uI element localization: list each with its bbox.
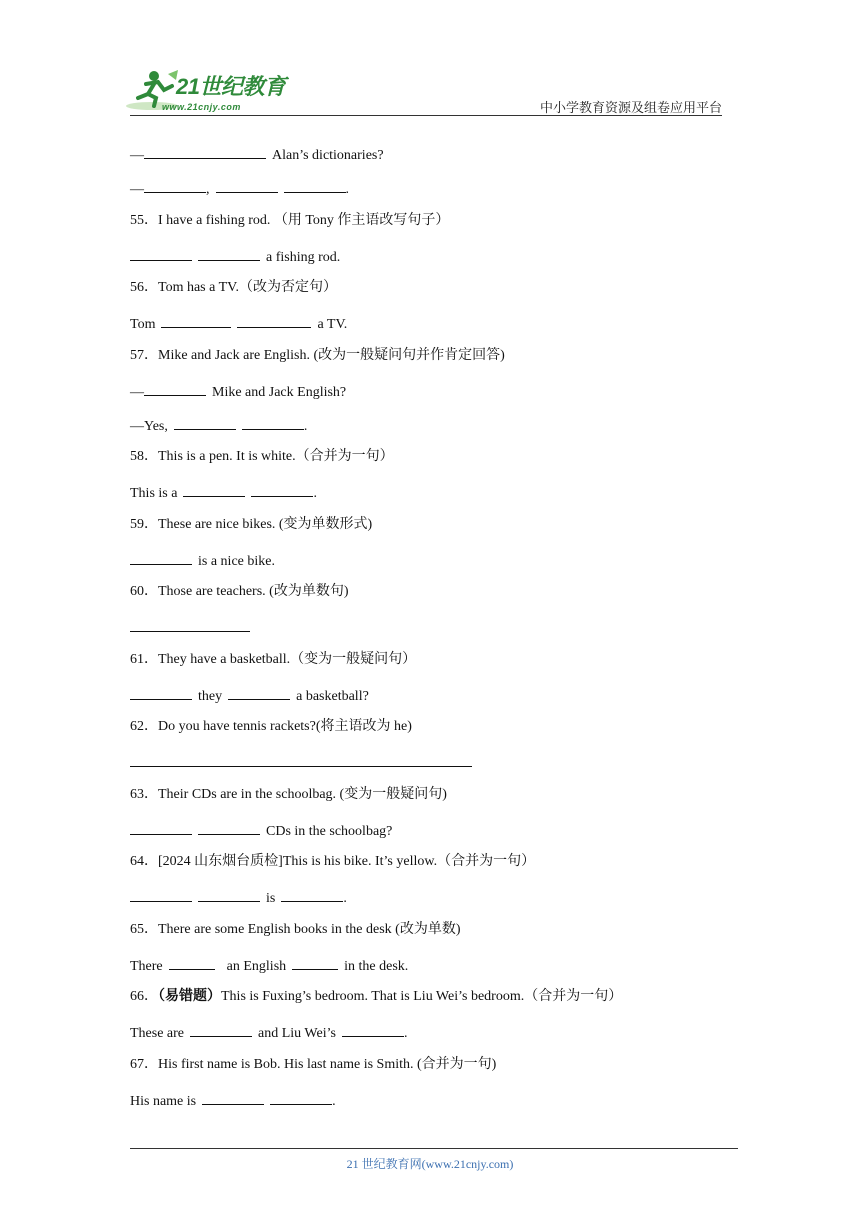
answer-blank[interactable]: [216, 178, 278, 193]
footer-divider: [130, 1148, 738, 1149]
question-62: 62．Do you have tennis rackets?(将主语改为 he): [130, 719, 412, 734]
answer-blank[interactable]: [130, 685, 192, 700]
answer-blank[interactable]: [130, 246, 192, 261]
answer-blank[interactable]: [292, 955, 338, 970]
answer-64: is .: [130, 887, 347, 908]
question-66: 66．（易错题）This is Fuxing’s bedroom. That is Liu Wei’s bedroom.（合并为一句）: [130, 989, 623, 1004]
answer-blank[interactable]: [251, 482, 313, 497]
answer-blank[interactable]: [284, 178, 346, 193]
header-platform-text: 中小学教育资源及组卷应用平台: [539, 100, 722, 115]
question-57: 57．Mike and Jack are English. (改为一般疑问句并作肯定回答): [130, 348, 505, 363]
line-54-answer: — , .: [130, 178, 349, 199]
answer-blank[interactable]: [130, 550, 192, 565]
question-55: 55．I have a fishing rod. （用 Tony 作主语改写句子）: [130, 213, 450, 228]
answer-blank[interactable]: [144, 178, 206, 193]
header-divider: [130, 115, 722, 116]
question-60: 60．Those are teachers. (改为单数句): [130, 584, 349, 599]
answer-57b: —Yes, .: [130, 415, 307, 436]
site-logo: [124, 68, 294, 116]
answer-61: they a basketball?: [130, 685, 369, 706]
question-59: 59．These are nice bikes. (变为单数形式): [130, 517, 373, 532]
answer-blank[interactable]: [270, 1090, 332, 1105]
answer-blank[interactable]: [130, 820, 192, 835]
answer-blank[interactable]: [130, 887, 192, 902]
answer-59: is a nice bike.: [130, 550, 275, 571]
logo-url: www.21cnjy.com: [162, 102, 241, 112]
answer-blank[interactable]: [161, 313, 231, 328]
answer-blank[interactable]: [183, 482, 245, 497]
question-61: 61．They have a basketball.（变为一般疑问句）: [130, 652, 417, 667]
footer-text[interactable]: 21 世纪教育网(www.21cnjy.com): [346, 1157, 514, 1171]
answer-blank[interactable]: [190, 1022, 252, 1037]
answer-60: [130, 617, 250, 638]
answer-55: a fishing rod.: [130, 246, 340, 267]
answer-57a: — Mike and Jack English?: [130, 381, 346, 402]
question-65: 65．There are some English books in the desk (改为单数): [130, 922, 461, 937]
answer-blank[interactable]: [237, 313, 311, 328]
answer-blank[interactable]: [281, 887, 343, 902]
answer-blank[interactable]: [342, 1022, 404, 1037]
answer-65: There an English in the desk.: [130, 955, 408, 976]
answer-62: [130, 752, 472, 773]
answer-blank[interactable]: [228, 685, 290, 700]
answer-58: This is a .: [130, 482, 317, 503]
answer-blank[interactable]: [198, 246, 260, 261]
answer-blank[interactable]: [144, 144, 266, 159]
line-54-question: — Alan’s dictionaries?: [130, 144, 384, 165]
answer-blank[interactable]: [198, 887, 260, 902]
logo-text: 21世纪教育: [176, 74, 286, 99]
answer-blank[interactable]: [130, 752, 472, 767]
answer-blank[interactable]: [130, 617, 250, 632]
question-63: 63．Their CDs are in the schoolbag. (变为一般疑问句): [130, 787, 447, 802]
answer-blank[interactable]: [174, 415, 236, 430]
question-64: 64．[2024 山东烟台质检]This is his bike. It’s yellow.（合并为一句）: [130, 854, 536, 869]
answer-56: Tom a TV.: [130, 313, 347, 334]
answer-63: CDs in the schoolbag?: [130, 820, 392, 841]
question-56: 56．Tom has a TV.（改为否定句）: [130, 280, 337, 295]
answer-66: These are and Liu Wei’s .: [130, 1022, 407, 1043]
tricky-tag: （易错题）: [158, 989, 221, 1004]
answer-67: His name is .: [130, 1090, 336, 1111]
answer-blank[interactable]: [169, 955, 215, 970]
answer-blank[interactable]: [198, 820, 260, 835]
question-58: 58．This is a pen. It is white.（合并为一句）: [130, 449, 394, 464]
answer-blank[interactable]: [144, 381, 206, 396]
answer-blank[interactable]: [242, 415, 304, 430]
answer-blank[interactable]: [202, 1090, 264, 1105]
question-67: 67．His first name is Bob. His last name is Smith. (合并为一句): [130, 1057, 497, 1072]
